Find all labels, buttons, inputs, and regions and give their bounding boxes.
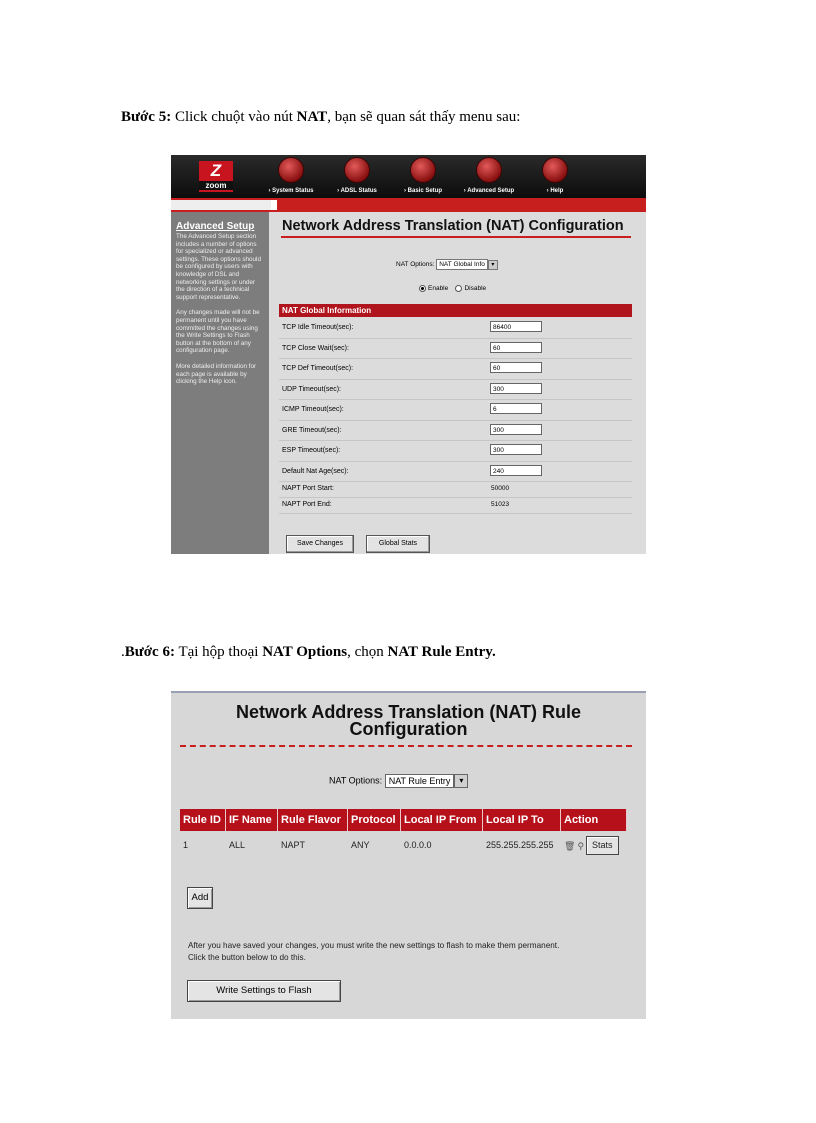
arrow-strip — [171, 200, 277, 210]
default-nat-age-input[interactable]: 240 — [490, 465, 542, 476]
enable-radio[interactable] — [419, 285, 426, 292]
sidebar-text: The Advanced Setup section includes a number of options for specialized or advanced settings. These options should be configured by users with knowledge of DSL and networking settings or under the direction of a technical support representative. — [176, 233, 261, 301]
title-underline — [180, 745, 632, 747]
table-row — [279, 441, 632, 462]
sidebar-title[interactable]: Advanced Setup — [176, 221, 255, 232]
zoom-logo[interactable] — [199, 161, 233, 192]
table-row — [279, 380, 632, 401]
nat-rule-screenshot — [171, 691, 646, 1019]
chevron-down-icon[interactable]: ▾ — [488, 260, 498, 270]
sidebar-text: Any changes made will not be permanent until you have committed the changes using the Write Settings to Flash button at the bottom of any configuration page. — [176, 309, 260, 355]
column-header: IF Name — [226, 809, 278, 831]
main-panel — [269, 212, 646, 554]
cell-rule-flavor: NAPT — [281, 840, 306, 850]
row-label: ESP Timeout(sec): — [282, 447, 341, 454]
step6-prefix: . — [121, 644, 125, 660]
sidebar — [171, 212, 269, 554]
title-line1: Network Address Translation (NAT) Rule — [235, 702, 582, 722]
nat-options-label: NAT Options: — [329, 775, 383, 786]
tcp-close-wait-input[interactable]: 60 — [490, 342, 542, 353]
cell-action — [561, 832, 627, 858]
nav-help[interactable] — [519, 157, 591, 197]
stats-button[interactable]: Stats — [586, 836, 619, 855]
enable-radios — [419, 285, 486, 292]
table-row — [279, 359, 632, 380]
nat-config-screenshot — [171, 155, 646, 554]
step6-paragraph — [121, 643, 496, 661]
step6-text1: Tại hộp thoại — [174, 644, 263, 660]
page-title: Network Address Translation (NAT) Configuration — [282, 218, 624, 234]
title-line2: Configuration — [349, 719, 468, 739]
nav-advanced-setup[interactable] — [453, 157, 525, 197]
udp-timeout-input[interactable]: 300 — [490, 383, 542, 394]
cell-if-name: ALL — [229, 840, 246, 850]
row-label: ICMP Timeout(sec): — [282, 406, 344, 413]
save-changes-button[interactable]: Save Changes — [286, 535, 354, 553]
step5-text1: Click chuột vào nút — [171, 109, 297, 125]
tcp-idle-timeout-input[interactable]: 86400 — [490, 321, 542, 332]
basic-setup-icon — [410, 157, 436, 183]
nat-options-row — [396, 259, 498, 270]
system-status-icon — [278, 157, 304, 183]
help-icon — [542, 157, 568, 183]
row-label: UDP Timeout(sec): — [282, 385, 341, 393]
column-header: Rule ID — [180, 809, 226, 831]
step5-bold: NAT — [296, 109, 328, 125]
icmp-timeout-input[interactable]: 6 — [490, 403, 542, 414]
table-row — [279, 400, 632, 421]
nat-options-select[interactable]: NAT Global Info — [436, 259, 488, 270]
gre-timeout-input[interactable]: 300 — [490, 424, 542, 435]
nat-global-table — [279, 318, 632, 514]
sidebar-text: More detailed information for each page is available by clicking the Help icon. — [176, 362, 257, 386]
note-line2: Click the button below to do this. — [188, 953, 306, 962]
step6-text2: , chọn — [347, 644, 388, 660]
table-row — [279, 421, 632, 442]
table-row — [279, 462, 632, 483]
logo-text: zoom — [199, 181, 233, 190]
adsl-status-icon — [344, 157, 370, 183]
table-row — [180, 832, 627, 858]
column-header: Local IP To — [483, 809, 561, 831]
logo-mark: Z — [210, 161, 222, 180]
red-banner — [171, 198, 646, 212]
nav-basic-setup[interactable] — [387, 157, 459, 197]
nav-label: › Basic Setup — [403, 188, 442, 194]
cell-local-ip-from: 0.0.0.0 — [404, 840, 432, 850]
column-header: Rule Flavor — [278, 809, 348, 831]
table-row — [279, 482, 632, 498]
napt-port-start-value: 50000 — [491, 485, 510, 492]
nav-system-status[interactable] — [255, 157, 327, 197]
esp-timeout-input[interactable]: 300 — [490, 444, 542, 455]
cell-local-ip-to: 255.255.255.255 — [486, 840, 554, 850]
table-row — [279, 498, 632, 514]
step6-bold1: NAT Options — [262, 644, 348, 660]
column-header: Protocol — [348, 809, 401, 831]
table-row — [279, 318, 632, 339]
search-icon[interactable]: ⚲ — [577, 840, 585, 851]
flash-note — [188, 940, 559, 964]
chevron-down-icon[interactable]: ▾ — [454, 774, 468, 788]
step6-label: Bước 6: — [124, 644, 175, 660]
nav-label: › ADSL Status — [337, 188, 377, 194]
nav-adsl-status[interactable] — [321, 157, 393, 197]
title-underline — [281, 236, 631, 238]
row-label: TCP Idle Timeout(sec): — [282, 324, 354, 331]
disable-radio[interactable] — [455, 285, 462, 292]
nav-label: › Help — [546, 188, 564, 194]
row-label: GRE Timeout(sec): — [282, 426, 342, 434]
cell-protocol: ANY — [351, 840, 370, 850]
note-line1: After you have saved your changes, you must write the new settings to flash to make them permanent. — [188, 941, 560, 950]
cell-rule-id: 1 — [183, 840, 189, 850]
napt-port-end-value: 51023 — [491, 501, 510, 508]
row-label: TCP Close Wait(sec): — [282, 344, 349, 352]
tcp-def-timeout-input[interactable]: 60 — [490, 362, 542, 373]
disable-label: Disable — [464, 285, 487, 293]
nav-label: › System Status — [268, 188, 314, 194]
table-row — [279, 339, 632, 360]
column-header: Action — [561, 809, 627, 831]
step5-text2: , bạn sẽ quan sát thấy menu sau: — [327, 109, 521, 125]
row-label: TCP Def Timeout(sec): — [282, 365, 354, 372]
rule-table-header — [180, 809, 627, 831]
page-title — [171, 704, 646, 738]
add-button[interactable]: Add — [187, 887, 213, 909]
nat-options-select[interactable]: NAT Rule Entry — [385, 774, 455, 788]
global-stats-button[interactable]: Global Stats — [366, 535, 430, 553]
column-header: Local IP From — [401, 809, 483, 831]
nat-options-label: NAT Options: — [396, 261, 435, 269]
row-label: Default Nat Age(sec): — [282, 467, 349, 475]
enable-label: Enable — [428, 285, 449, 293]
nav-label: › Advanced Setup — [463, 188, 515, 194]
section-header: NAT Global Information — [279, 304, 632, 317]
row-label: NAPT Port Start: — [282, 485, 334, 492]
row-label: NAPT Port End: — [282, 501, 332, 508]
advanced-setup-icon — [476, 157, 502, 183]
step6-bold2: NAT Rule Entry. — [387, 644, 496, 660]
step5-label: Bước 5: — [121, 109, 172, 125]
nat-options-row — [329, 774, 468, 788]
top-nav-bar — [171, 155, 646, 198]
step5-paragraph — [121, 108, 520, 126]
trash-icon[interactable]: 🗑 — [564, 840, 576, 851]
write-settings-to-flash-button[interactable]: Write Settings to Flash — [187, 980, 341, 1002]
